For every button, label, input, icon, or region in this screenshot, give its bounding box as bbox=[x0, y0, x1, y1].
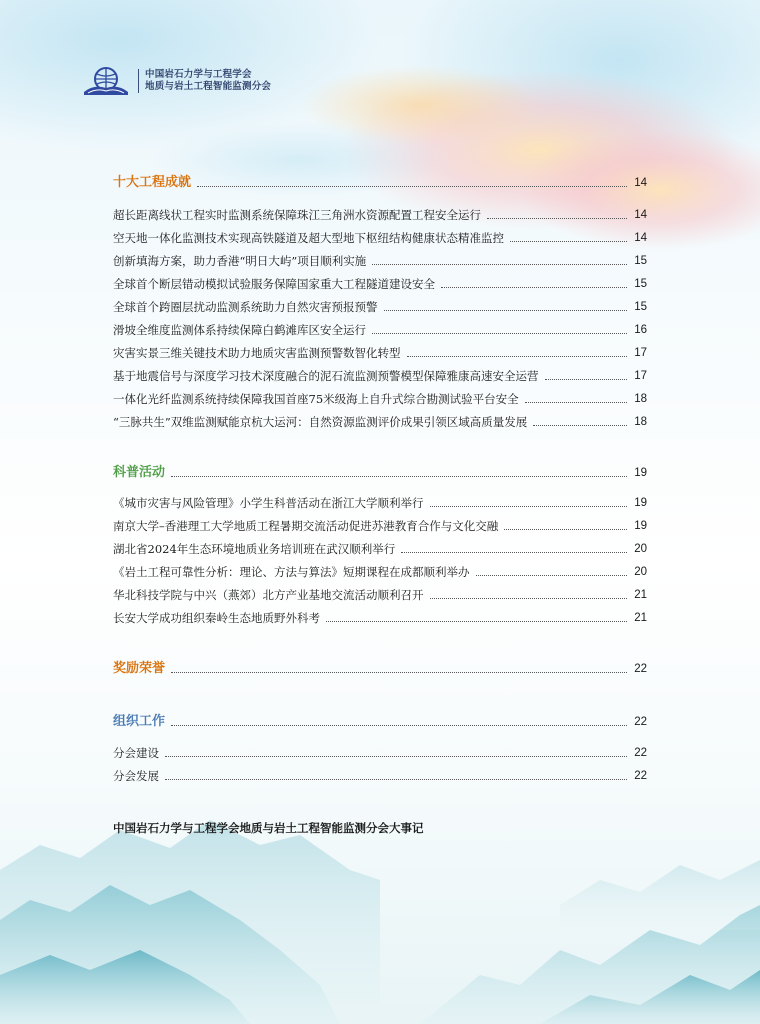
page-number: 18 bbox=[634, 416, 647, 428]
entry-title: 基于地震信号与深度学习技术深度融合的泥石流监测预警模型保障雅康高速安全运营 bbox=[113, 369, 539, 383]
entry-title: 灾害实景三维关键技术助力地质灾害监测预警数智化转型 bbox=[113, 346, 401, 360]
page-number: 20 bbox=[634, 543, 647, 555]
org-name-line1: 中国岩石力学与工程学会 bbox=[145, 69, 252, 80]
dot-leader bbox=[165, 778, 627, 780]
dot-leader bbox=[197, 185, 627, 187]
entry-title: 《岩土工程可靠性分析：理论、方法与算法》短期课程在成都顺利举办 bbox=[113, 565, 470, 579]
dot-leader bbox=[171, 724, 627, 726]
toc-entry[interactable] bbox=[113, 744, 647, 762]
page-number: 18 bbox=[634, 393, 647, 405]
page-number: 14 bbox=[634, 232, 647, 244]
page-number: 21 bbox=[634, 589, 647, 601]
toc-entry[interactable] bbox=[113, 563, 647, 581]
entry-title: 华北科技学院与中兴（燕郊）北方产业基地交流活动顺利召开 bbox=[113, 588, 424, 602]
page-number: 22 bbox=[634, 770, 647, 782]
entry-title: 分会建设 bbox=[113, 746, 159, 760]
toc-section-achievements[interactable] bbox=[113, 174, 647, 192]
toc-section-organization[interactable] bbox=[113, 713, 647, 731]
toc-entry[interactable] bbox=[113, 252, 647, 270]
toc-entry[interactable] bbox=[113, 390, 647, 408]
toc-entry[interactable] bbox=[113, 367, 647, 385]
entry-title: 全球首个跨圈层扰动监测系统助力自然灾害预报预警 bbox=[113, 300, 378, 314]
page-number: 22 bbox=[634, 716, 647, 728]
dot-leader bbox=[545, 378, 628, 380]
dot-leader bbox=[407, 355, 628, 357]
entry-title: 湖北省2024年生态环境地质业务培训班在武汉顺利举行 bbox=[113, 542, 396, 556]
page-number: 17 bbox=[634, 347, 647, 359]
dot-leader bbox=[476, 574, 628, 576]
chronicle-heading[interactable]: 中国岩石力学与工程学会地质与岩土工程智能监测分会大事记 bbox=[113, 821, 424, 835]
page-number: 19 bbox=[634, 520, 647, 532]
section-title: 十大工程成就 bbox=[113, 175, 192, 190]
society-logo-icon bbox=[82, 66, 130, 96]
page-number: 22 bbox=[634, 663, 647, 675]
section-title: 组织工作 bbox=[113, 714, 166, 729]
toc-section-science-outreach[interactable] bbox=[113, 464, 647, 482]
entry-title: 南京大学–香港理工大学地质工程暑期交流活动促进苏港教育合作与文化交融 bbox=[113, 519, 499, 533]
dot-leader bbox=[171, 475, 627, 477]
page-header bbox=[82, 66, 271, 96]
toc-entry[interactable] bbox=[113, 413, 647, 431]
page-number: 19 bbox=[634, 467, 647, 479]
entry-title: 全球首个断层错动模拟试验服务保障国家重大工程隧道建设安全 bbox=[113, 277, 435, 291]
dot-leader bbox=[372, 332, 627, 334]
dot-leader bbox=[384, 309, 628, 311]
dot-leader bbox=[533, 424, 627, 426]
dot-leader bbox=[525, 401, 627, 403]
dot-leader bbox=[487, 217, 627, 219]
page-number: 16 bbox=[634, 324, 647, 336]
toc-entry[interactable] bbox=[113, 586, 647, 604]
dot-leader bbox=[504, 528, 627, 530]
entry-title: “三脉共生”双维监测赋能京杭大运河：自然资源监测评价成果引领区域高质量发展 bbox=[113, 415, 528, 429]
toc-entry[interactable] bbox=[113, 275, 647, 293]
entry-title: 一体化光纤监测系统持续保障我国首座75米级海上自升式综合勘测试验平台安全 bbox=[113, 392, 519, 406]
toc-entry[interactable] bbox=[113, 298, 647, 316]
toc-entry[interactable] bbox=[113, 494, 647, 512]
entry-title: 空天地一体化监测技术实现高铁隧道及超大型地下枢纽结构健康状态精准监控 bbox=[113, 231, 504, 245]
page-number: 15 bbox=[634, 278, 647, 290]
dot-leader bbox=[372, 263, 627, 265]
dot-leader bbox=[430, 597, 628, 599]
toc-entry[interactable] bbox=[113, 540, 647, 558]
toc-entry[interactable] bbox=[113, 206, 647, 224]
entry-title: 长安大学成功组织秦岭生态地质野外科考 bbox=[113, 611, 320, 625]
page-number: 19 bbox=[634, 497, 647, 509]
toc-entry[interactable] bbox=[113, 767, 647, 785]
page-number: 14 bbox=[634, 177, 647, 189]
header-divider bbox=[138, 69, 139, 93]
toc-entry[interactable] bbox=[113, 229, 647, 247]
toc-section-awards[interactable] bbox=[113, 660, 647, 678]
dot-leader bbox=[401, 551, 627, 553]
page-number: 17 bbox=[634, 370, 647, 382]
org-name-line2: 地质与岩土工程智能监测分会 bbox=[145, 81, 272, 92]
dot-leader bbox=[165, 755, 627, 757]
dot-leader bbox=[326, 620, 627, 622]
page-number: 20 bbox=[634, 566, 647, 578]
page-number: 21 bbox=[634, 612, 647, 624]
toc-entry[interactable] bbox=[113, 344, 647, 362]
entry-title: 创新填海方案，助力香港“明日大屿”项目顺利实施 bbox=[113, 254, 367, 268]
page-number: 22 bbox=[634, 747, 647, 759]
entry-title: 分会发展 bbox=[113, 769, 159, 783]
dot-leader bbox=[171, 671, 627, 673]
entry-title: 《城市灾害与风险管理》小学生科普活动在浙江大学顺利举行 bbox=[113, 496, 424, 510]
page-number: 15 bbox=[634, 255, 647, 267]
toc-entry[interactable] bbox=[113, 321, 647, 339]
section-title: 科普活动 bbox=[113, 465, 166, 480]
page-number: 15 bbox=[634, 301, 647, 313]
dot-leader bbox=[510, 240, 627, 242]
page-number: 14 bbox=[634, 209, 647, 221]
section-title: 奖励荣誉 bbox=[113, 661, 166, 676]
entry-title: 超长距离线状工程实时监测系统保障珠江三角洲水资源配置工程安全运行 bbox=[113, 208, 481, 222]
dot-leader bbox=[441, 286, 627, 288]
toc-entry[interactable] bbox=[113, 609, 647, 627]
entry-title: 滑坡全维度监测体系持续保障白鹤滩库区安全运行 bbox=[113, 323, 366, 337]
toc-entry[interactable] bbox=[113, 517, 647, 535]
dot-leader bbox=[430, 505, 628, 507]
